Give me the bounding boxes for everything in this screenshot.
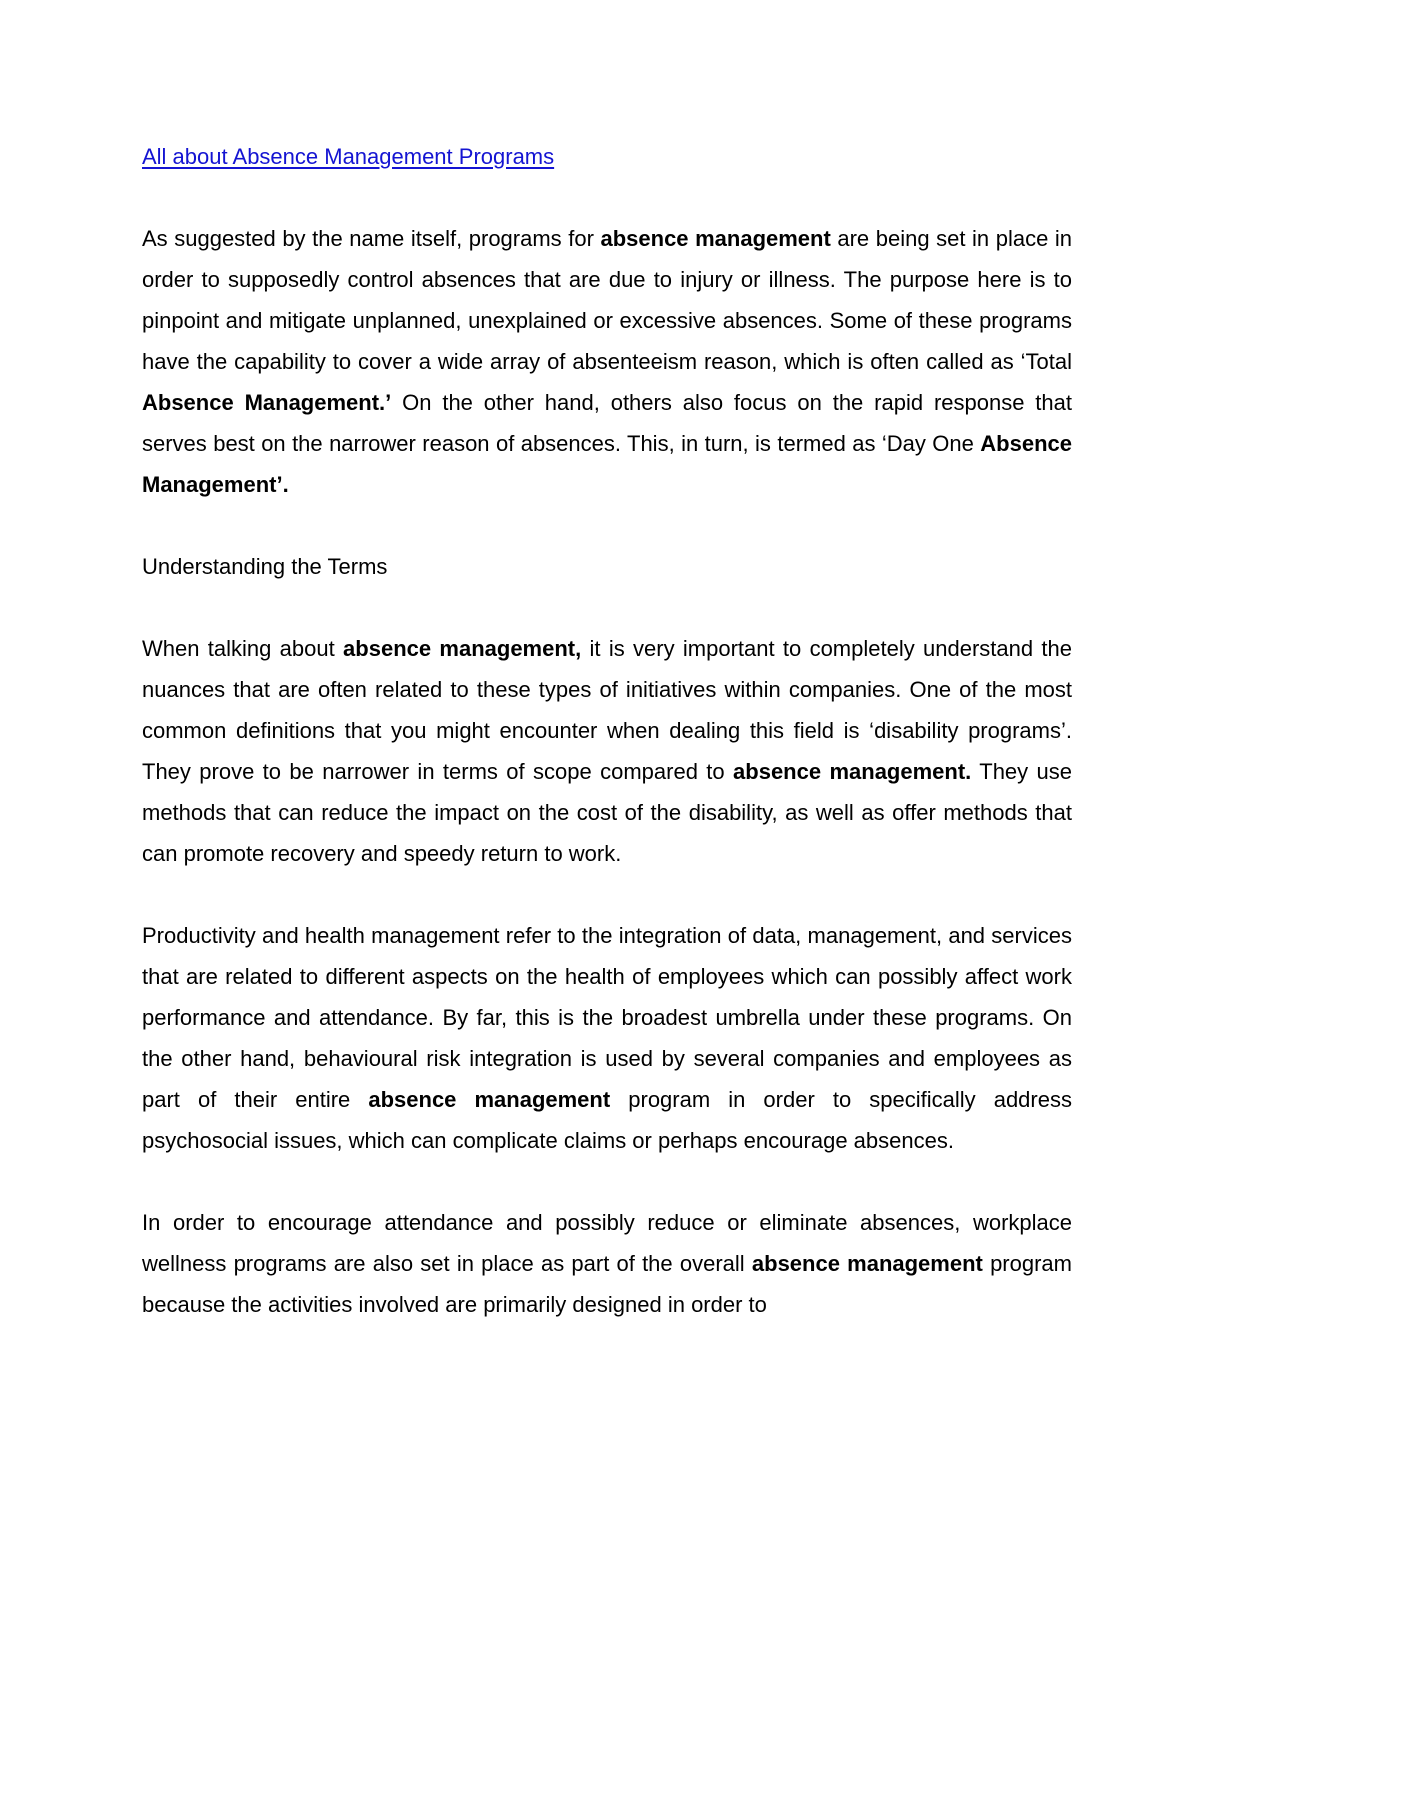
- p1-bold-3: Absence Management’.: [142, 431, 1072, 497]
- paragraph-1: [142, 218, 1072, 505]
- section-heading-understanding-the-terms: Understanding the Terms: [142, 554, 388, 579]
- p2-text-segment-2: it is very important to completely understand the nuances that are often related to these types of initiatives within companies. One of the most common definitions that you might encounter when dealing this field is ‘disability programs’. They prove to be narrower in terms of scope compared to: [142, 636, 1073, 784]
- p2-bold-2: absence management.: [733, 759, 972, 784]
- paragraph-3: [142, 915, 1072, 1161]
- p1-text-segment-2: are being set in place in order to supposedly control absences that are due to injury or illness. The purpose here is to pinpoint and mitigate unplanned, unexplained or excessive absences. Some of these programs have the capability to cover a wide array of absenteeism reason, which is often called as ‘Total: [142, 226, 1072, 374]
- spacer-after-paragraph-3: [142, 1161, 1072, 1202]
- p2-bold-1: absence management,: [343, 636, 582, 661]
- spacer-after-heading: [142, 587, 1072, 628]
- p4-text-segment-1: In order to encourage attendance and possibly reduce or eliminate absences, workplace wellness programs are also set in place as part of the overall: [142, 1210, 1072, 1276]
- spacer-after-paragraph-1: [142, 505, 1072, 546]
- p3-text-segment-2: program in order to specifically address psychosocial issues, which can complicate claims or perhaps encourage absences.: [142, 1087, 1072, 1153]
- paragraph-4: [142, 1202, 1072, 1325]
- p3-text-segment-1: Productivity and health management refer to the integration of data, management, and services that are related to different aspects on the health of employees which can possibly affect work performance and attendance. By far, this is the broadest umbrella under these programs. On the other hand, behavioural risk integration is used by several companies and employees as part of their entire: [142, 923, 1072, 1112]
- p4-bold-1: absence management: [751, 1251, 983, 1276]
- paragraph-2: [142, 628, 1072, 874]
- document-title-link[interactable]: All about Absence Management Programs: [142, 144, 555, 169]
- title-block: [142, 136, 1072, 177]
- p1-text-segment-1: As suggested by the name itself, programs for: [142, 226, 601, 251]
- spacer-after-title: [142, 177, 1072, 218]
- p2-text-segment-3: They use methods that can reduce the impact on the cost of the disability, as well as offer methods that can promote recovery and speedy return to work.: [142, 759, 1073, 866]
- spacer-after-paragraph-2: [142, 874, 1072, 915]
- p4-text-segment-2: program because the activities involved are primarily designed in order to: [142, 1251, 1072, 1317]
- p1-bold-2: Absence Management.’: [142, 390, 392, 415]
- document-body: [142, 136, 1072, 1325]
- p1-text-segment-3: On the other hand, others also focus on the rapid response that serves best on the narrower reason of absences. This, in turn, is termed as ‘Day One: [142, 390, 1072, 456]
- p2-text-segment-1: When talking about: [142, 636, 344, 661]
- p3-bold-1: absence management: [368, 1087, 611, 1112]
- p1-bold-1: absence management: [600, 226, 831, 251]
